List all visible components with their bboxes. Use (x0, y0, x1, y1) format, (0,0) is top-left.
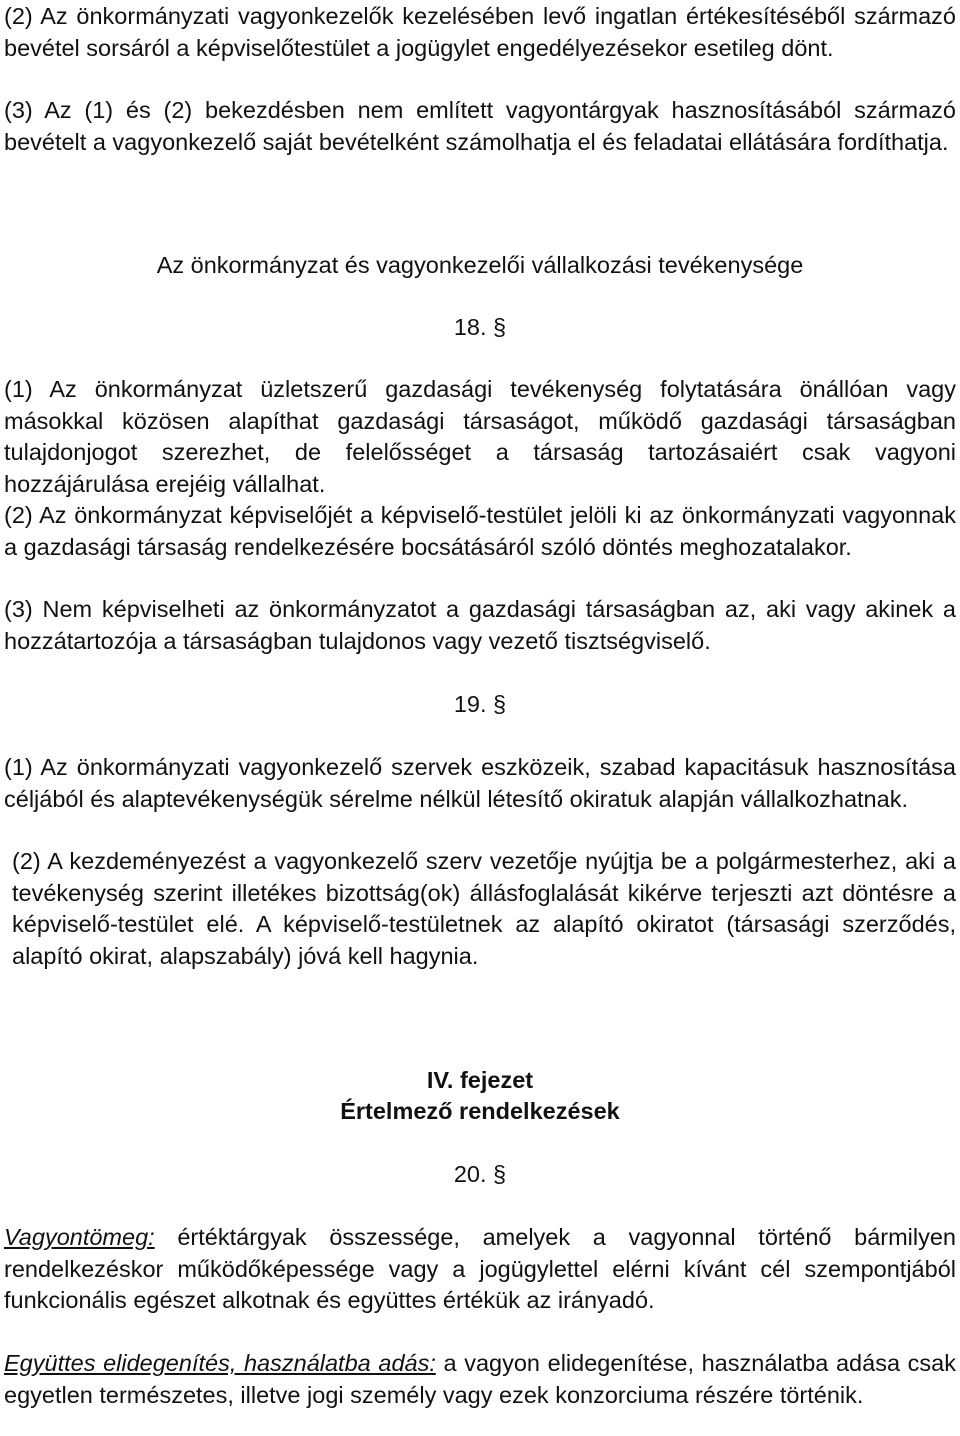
section-number-19: 19. § (453, 691, 507, 717)
definition-asset-mass (4, 1222, 956, 1317)
paragraph-2-revenue: (2) Az önkormányzati vagyonkezelők kezelésében levő ingatlan értékesítéséből származó bevétel sorsáról a képviselőtestület a jogügylet engedélyezésekor esetileg dönt. (4, 3, 956, 61)
s18-paragraph-3: (3) Nem képviselheti az önkormányzatot a gazdasági társaságban az, aki vagy akinek a hozzátartozója a társaságban tulajdonos vagy vezető tisztségviselő. (4, 596, 956, 654)
s19-paragraph-1: (1) Az önkormányzati vagyonkezelő szervek eszközeik, szabad kapacitásuk hasznosítása céljából és alaptevékenységük sérelme nélkül létesítő okiratuk alapján vállalkozhatnak. (4, 754, 956, 812)
definition-joint-alienation (4, 1348, 956, 1411)
definition-text-asset-mass: értéktárgyak összessége, amelyek a vagyonnal történő bármilyen rendelkezéskor működőképessége vagy a jogügylettel elérni kívánt cél szempontjából funkcionális egészet alkotnak és együttes értékük az irányadó. (4, 1224, 956, 1313)
section-number-20: 20. § (453, 1161, 507, 1187)
s19-paragraph-2: (2) A kezdeményezést a vagyonkezelő szerv vezetője nyújtja be a polgármesterhez, aki a tevékenység szerint illetékes bizottság(ok) állásfoglalását kikérve terjeszti azt döntésre a képviselő-testület elé. A képviselő-testületnek az alapító okiratot (társasági szerződés, alapító okirat, alapszabály) jóvá kell hagynia. (12, 848, 956, 969)
s18-paragraph-1: (1) Az önkormányzat üzletszerű gazdasági tevékenység folytatására önállóan vagy másokkal közösen alapíthat gazdasági társaságot, működő gazdasági társaságban tulajdonjogot szerezhet, de felelősséget a társaság tartozásaiért csak vagyoni hozzájárulása erejéig vállalhat. (4, 376, 956, 497)
section-number-18: 18. § (453, 314, 507, 340)
definition-text-joint-alienation: a vagyon elidegenítése, használatba adása csak egyetlen természetes, illetve jogi személy vagy ezek konzorciuma részére történik. (4, 1350, 956, 1408)
chapter-title: Értelmező rendelkezések (340, 1098, 620, 1124)
s18-paragraph-2: (2) Az önkormányzat képviselőjét a képviselő-testület jelöli ki az önkormányzati vagyonnak a gazdasági társaság rendelkezésére bocsátásáról szóló döntés meghozatalakor. (4, 502, 956, 560)
paragraph-3-usage: (3) Az (1) és (2) bekezdésben nem említett vagyontárgyak hasznosításából származó bevételt a vagyonkezelő saját bevételként számolhatja el és feladatai ellátására fordíthatja. (4, 97, 956, 155)
chapter-number: IV. fejezet (426, 1067, 534, 1093)
section-heading-activity: Az önkormányzat és vagyonkezelői vállalkozási tevékenysége (156, 252, 804, 278)
definition-term-asset-mass: Vagyontömeg: (4, 1224, 155, 1250)
definition-term-joint-alienation: Együttes elidegenítés, használatba adás: (4, 1350, 436, 1376)
